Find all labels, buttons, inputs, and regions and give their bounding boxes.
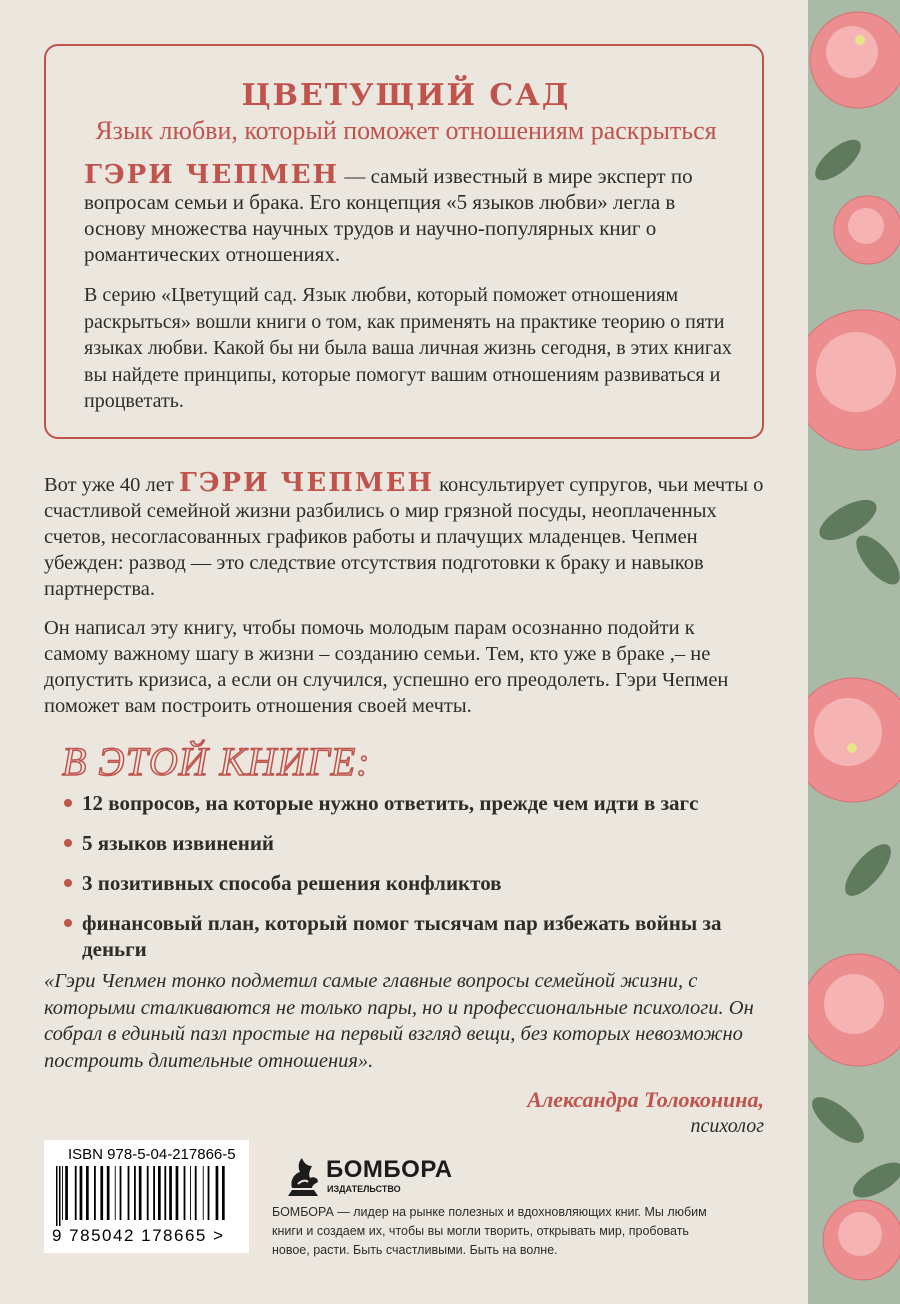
quote-author: Александра Толоконина, [527, 1087, 764, 1112]
barcode-icon [54, 1166, 240, 1226]
bullet-icon [64, 799, 72, 807]
author-bio [84, 162, 734, 267]
barcode-digits: 9 785042 178665 > [52, 1226, 225, 1245]
main-author-name: ГЭРИ ЧЕПМЕН [178, 468, 434, 498]
list-item [64, 910, 764, 962]
barcode-box [44, 1140, 249, 1253]
main-description [44, 470, 764, 732]
bombora-logo-icon [284, 1152, 322, 1198]
publisher-description: БОМБОРА — лидер на рынке полезных и вдохновляющих книг. Мы любим книги и создаем их, чтобы вы могли творить, открывать мир, пробовать новое, расти. Быть счастливыми. Быть на волне. [272, 1205, 707, 1257]
highlights-heading: В ЭТОЙ КНИГЕ: [62, 739, 371, 784]
author-name: ГЭРИ ЧЕПМЕН [84, 160, 340, 190]
highlights-list [64, 790, 764, 976]
review-quote: «Гэри Чепмен тонко подметил самые главные вопросы семейной жизни, с которыми сталкиваются не только пары, но и профессиональные психологи. Он собрал в единый пазл простые на первый взгляд вещи, без которых невозможно построить длительные отношения». [44, 970, 754, 1072]
main-paragraph-1 [44, 470, 764, 602]
series-subtitle: Язык любви, который поможет отношениям раскрыться [95, 116, 717, 145]
publisher-name: БОМБОРА [326, 1156, 453, 1183]
series-frame [44, 44, 764, 439]
flower-decoration [808, 0, 900, 1304]
main-paragraph-2: Он написал эту книгу, чтобы помочь молодым парам осознанно подойти к самому важному шагу в жизни – созданию семьи. Тем, кто уже в браке ,– не допустить кризиса, а если он случился, успешно его преодолеть. Гэри Чепмен поможет вам построить отношения своей мечты. [44, 617, 729, 717]
list-item-text: 3 позитивных способа решения конфликтов [82, 871, 502, 895]
series-title: ЦВЕТУЩИЙ САД [241, 78, 571, 113]
bullet-icon [64, 879, 72, 887]
main-p1-before: Вот уже 40 лет [44, 474, 179, 496]
bullet-icon [64, 839, 72, 847]
camellia-flowers-icon [808, 0, 900, 1304]
list-item [64, 830, 764, 856]
author-bio-text: — самый известный в мире эксперт по вопросам семьи и брака. Его концепция «5 языков любви» легла в основу множества научных трудов и научно-популярных книг о романтических отношениях. [84, 164, 693, 266]
list-item-text: финансовый план, который помог тысячам пар избежать войны за деньги [82, 911, 722, 961]
list-item [64, 870, 764, 896]
bullet-icon [64, 919, 72, 927]
isbn-label: ISBN 978-5-04-217866-5 [68, 1146, 236, 1163]
publisher-subtitle: ИЗДАТЕЛЬСТВО [327, 1184, 401, 1194]
series-info: В серию «Цветущий сад. Язык любви, который поможет отношениям раскрыться» вошли книги о том, как применять на практике теорию о пяти языках любви. Какой бы ни была ваша личная жизнь сегодня, в этих книгах вы найдете принципы, которые помогут вашим отношениям развиваться и процветать. [84, 284, 732, 412]
list-item-text: 5 языков извинений [82, 831, 275, 855]
list-item [64, 790, 764, 816]
main-p1-after: консультирует супругов, чьи мечты о счастливой семейной жизни разбились о мир грязной посуды, неоплаченных счетов, несогласованных графиков работы и плачущих младенцев. Чепмен убежден: развод — это следствие отсутствия подготовки к браку и навыков партнерства. [44, 474, 764, 600]
list-item-text: 12 вопросов, на которые нужно ответить, прежде чем идти в загс [82, 791, 699, 815]
quote-role: психолог [690, 1115, 764, 1137]
